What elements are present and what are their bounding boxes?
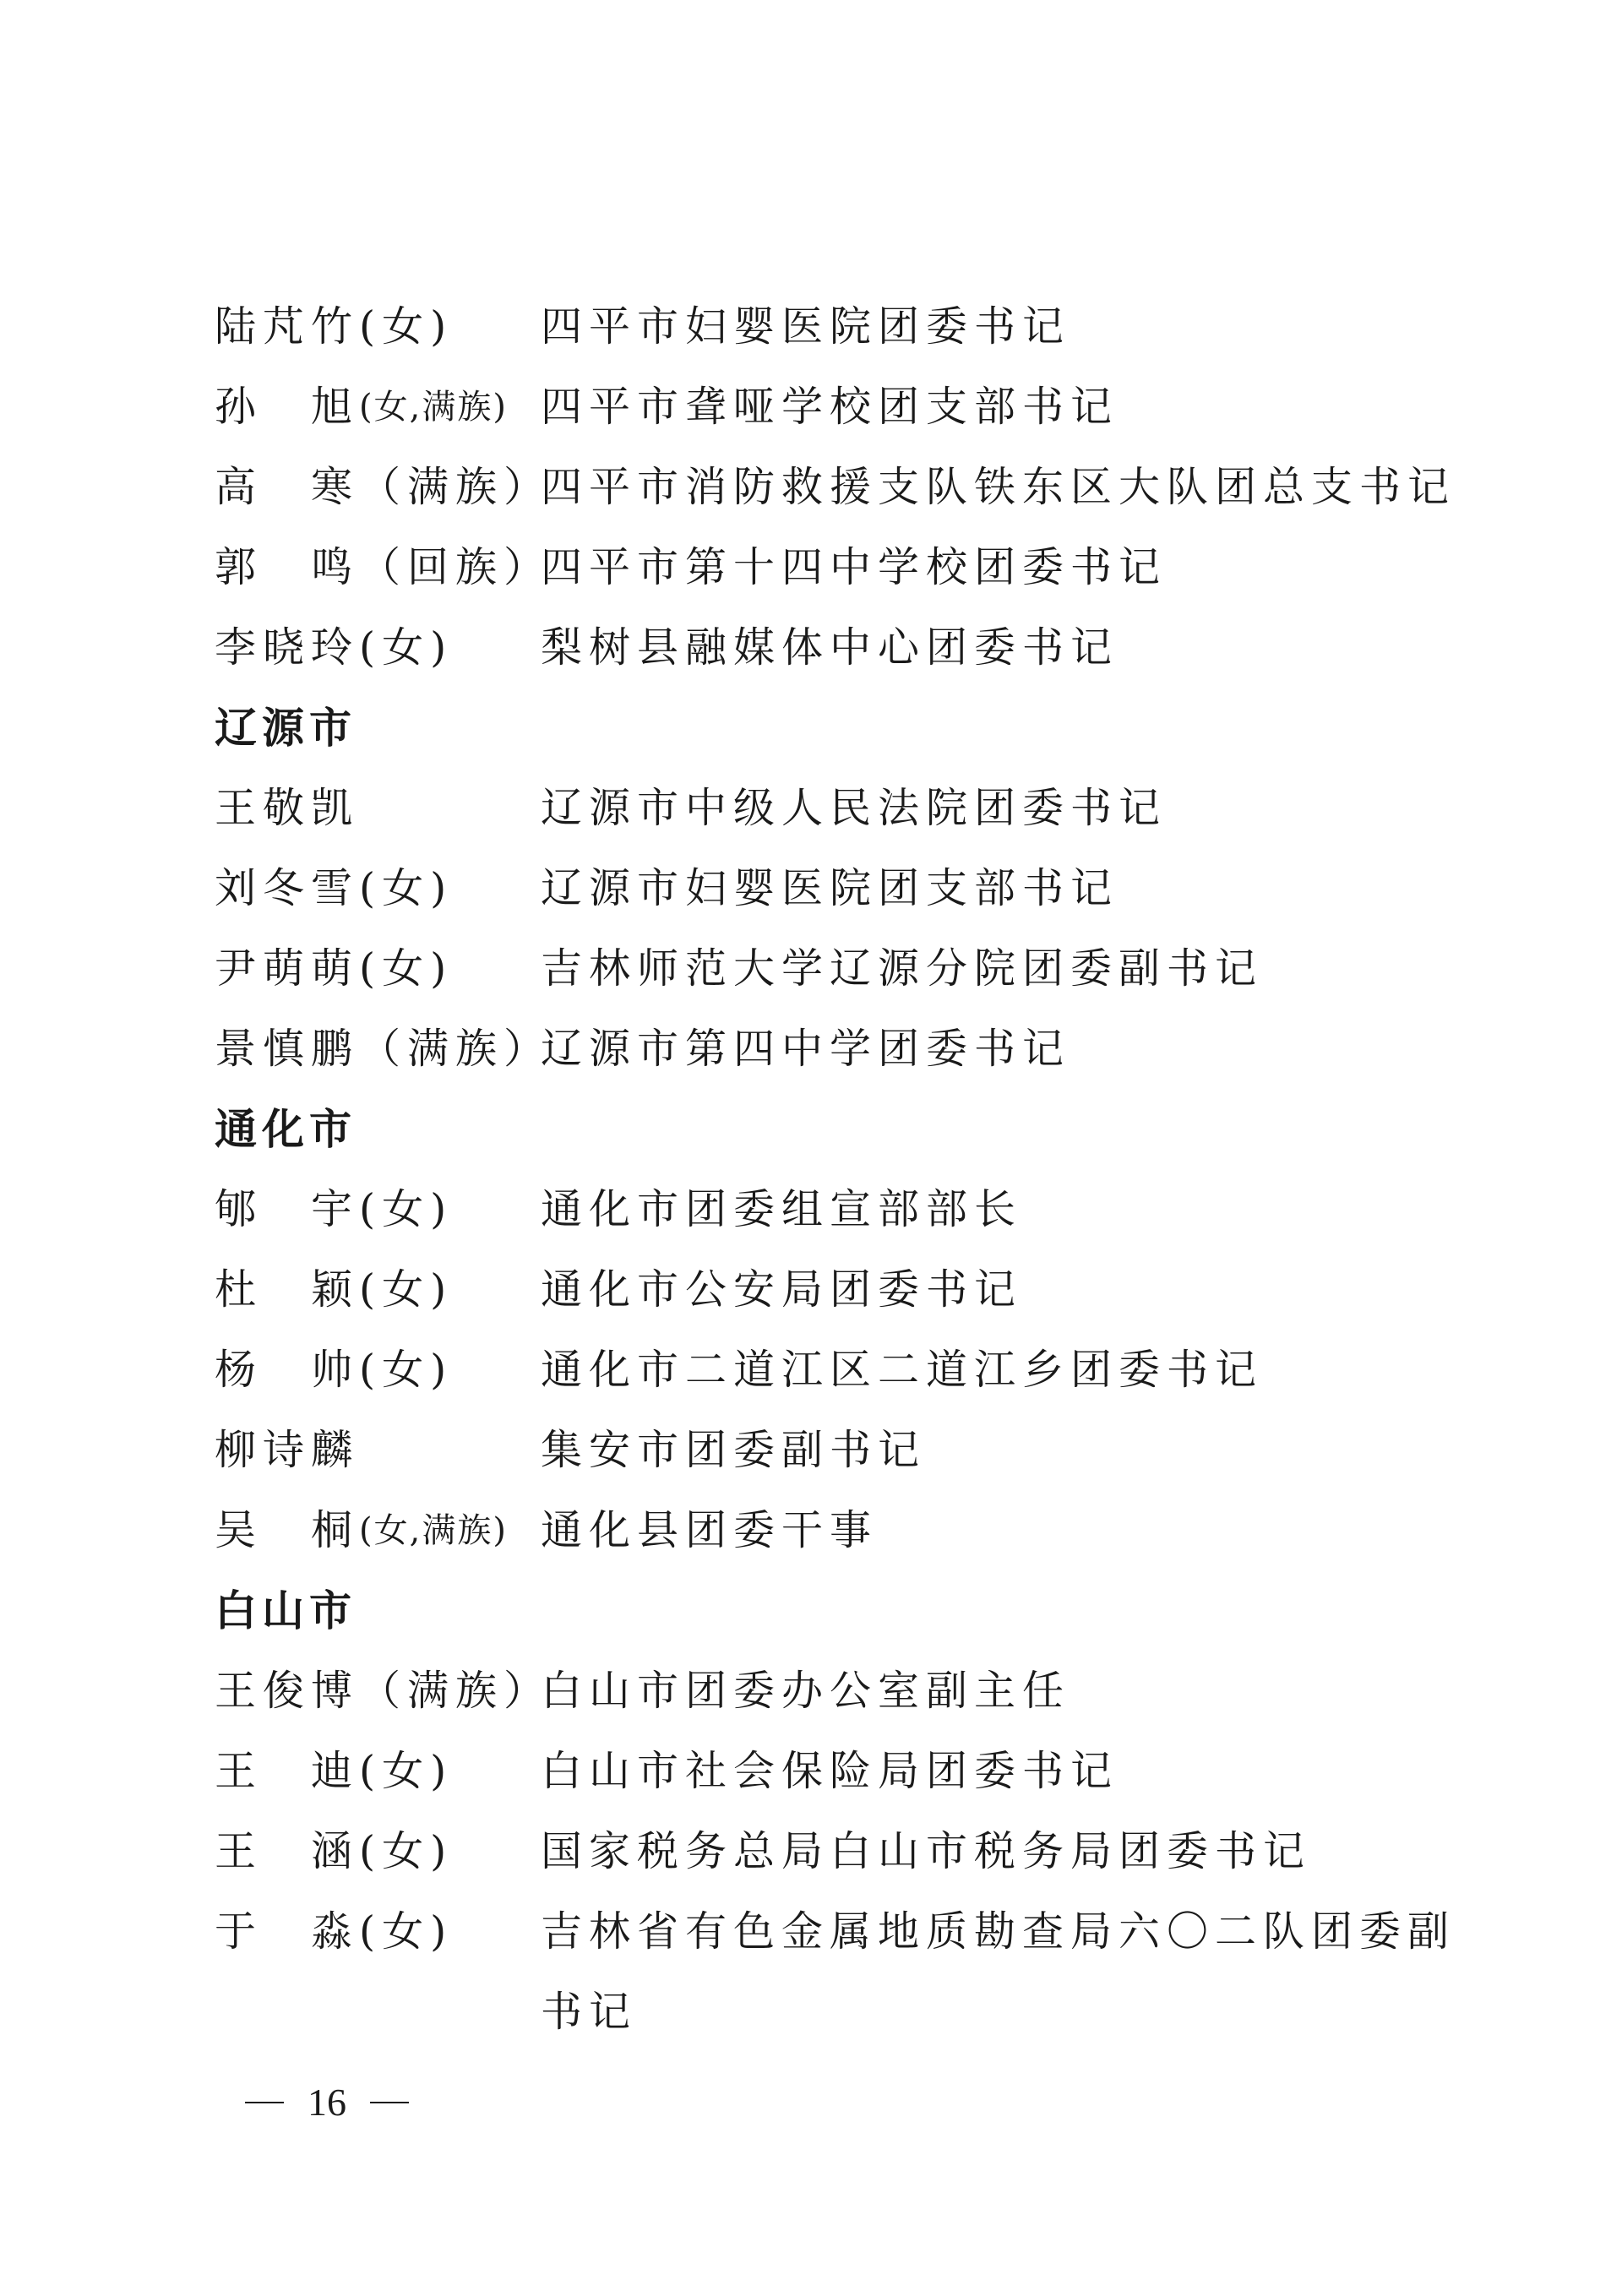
organization: 梨树县融媒体中心团委书记 [541, 623, 1119, 672]
organization: 吉林省有色金属地质勘查局六〇二队团委副 [541, 1907, 1456, 1956]
person-name: 高 寒 [215, 463, 360, 511]
organization: 通化县团委干事 [541, 1506, 879, 1554]
organization: 国家税务总局白山市税务局团委书记 [541, 1827, 1312, 1875]
person-name: 郭 鸣 [215, 543, 360, 591]
organization: 通化市团委组宣部部长 [541, 1185, 1023, 1233]
page-number: 16 [308, 2081, 346, 2124]
person-name: 杜 颖 [215, 1265, 360, 1314]
organization: 集安市团委副书记 [541, 1426, 927, 1474]
person-name: 吴 桐 [215, 1506, 360, 1554]
person-note: (女) [359, 944, 454, 993]
organization: 辽源市第四中学团委书记 [541, 1025, 1071, 1073]
dash-decoration [370, 2102, 409, 2103]
organization: 四平市聋哑学校团支部书记 [541, 383, 1119, 431]
person-note: （满族） [359, 463, 552, 511]
section-heading: 通化市 [215, 1105, 357, 1154]
person-note: (女) [359, 1185, 454, 1233]
person-name: 郇 宇 [215, 1185, 360, 1233]
person-note: （满族） [359, 1025, 552, 1073]
person-note: (女) [359, 302, 454, 351]
page-number-footer [245, 2080, 409, 2125]
person-note: (女,满族) [359, 387, 508, 427]
person-note: (女) [359, 1747, 454, 1795]
person-name: 刘冬雪 [215, 864, 360, 912]
person-name: 孙 旭 [215, 383, 360, 431]
person-name: 王 涵 [215, 1827, 360, 1875]
person-note: (女) [359, 1907, 454, 1956]
person-name: 王敬凯 [215, 784, 360, 832]
organization: 白山市团委办公室副主任 [541, 1667, 1071, 1715]
person-note: (女,满族) [359, 1510, 508, 1550]
person-name: 柳诗麟 [215, 1426, 360, 1474]
person-name: 李晓玲 [215, 623, 360, 672]
organization: 辽源市妇婴医院团支部书记 [541, 864, 1119, 912]
person-name: 杨 帅 [215, 1346, 360, 1394]
section-heading: 辽源市 [215, 704, 357, 753]
person-name: 陆芃竹 [215, 302, 360, 351]
person-name: 于 淼 [215, 1907, 360, 1956]
person-note: (女) [359, 1265, 454, 1314]
organization: 通化市公安局团委书记 [541, 1265, 1023, 1314]
organization: 白山市社会保险局团委书记 [541, 1747, 1119, 1795]
organization: 辽源市中级人民法院团委书记 [541, 784, 1168, 832]
person-note: (女) [359, 864, 454, 912]
organization-continuation: 书记 [541, 1988, 638, 2036]
person-note: (女) [359, 1827, 454, 1875]
organization: 四平市消防救援支队铁东区大队团总支书记 [541, 463, 1456, 511]
person-name: 王 迪 [215, 1747, 360, 1795]
person-note: (女) [359, 623, 454, 672]
person-note: （满族） [359, 1667, 552, 1715]
organization: 通化市二道江区二道江乡团委书记 [541, 1346, 1264, 1394]
organization: 吉林师范大学辽源分院团委副书记 [541, 944, 1264, 993]
dash-decoration [245, 2102, 284, 2103]
person-name: 王俊博 [215, 1667, 360, 1715]
person-note: （回族） [359, 543, 552, 591]
person-name: 尹萌萌 [215, 944, 360, 993]
section-heading: 白山市 [215, 1586, 357, 1635]
person-note: (女) [359, 1346, 454, 1394]
organization: 四平市妇婴医院团委书记 [541, 302, 1071, 351]
organization: 四平市第十四中学校团委书记 [541, 543, 1168, 591]
person-name: 景慎鹏 [215, 1025, 360, 1073]
